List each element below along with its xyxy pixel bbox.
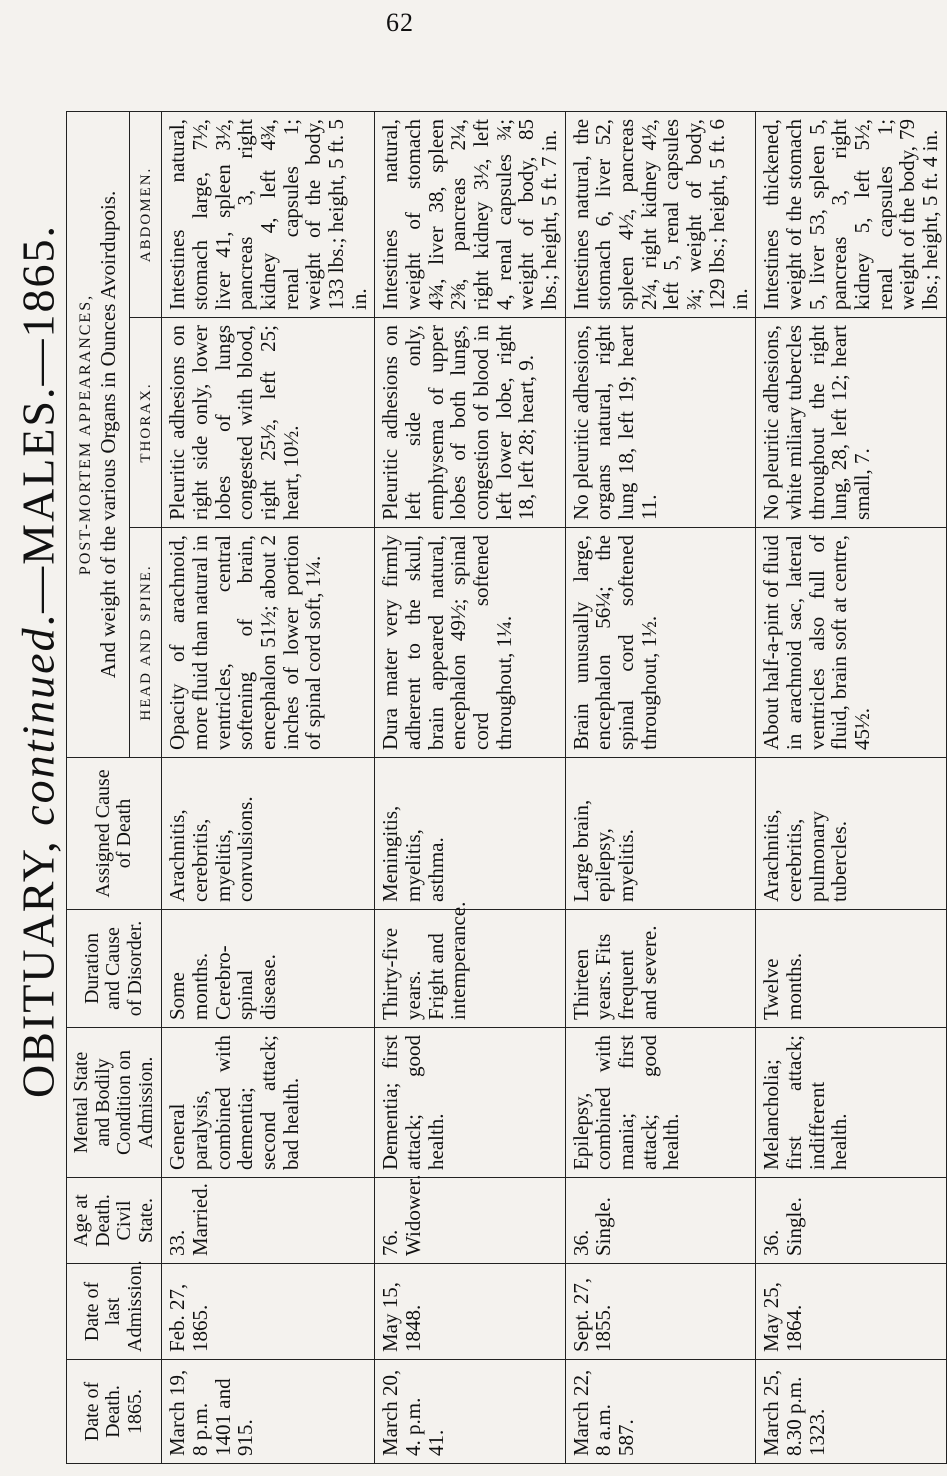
running-head-rest: .—MALES.—1865.: [12, 223, 64, 627]
cell-head-spine: Dura mater very firmly adherent to the skull, brain appeared natural, encephalon 49½; spinal cord softened throughout, 1¼.: [375, 528, 565, 758]
cell-date-death: March 25, 8.30 p.m. 1323.: [756, 1360, 946, 1464]
obituary-table: [66, 111, 947, 1464]
cell-abdomen: Intestines natural, the stomach 6, liver 52, spleen 4½, pancreas 2¼, right kidney 4½, left 5, renal capsules ¾; weight of body, 129 lbs.; height, 5 ft. 6 in.: [565, 111, 755, 317]
obituary-table-rotated: [66, 112, 942, 1464]
cell-age: 33. Married.: [162, 1178, 375, 1264]
header-assigned-cause: Assigned Cause of Death: [67, 758, 162, 910]
header-thorax: THORAX.: [130, 318, 162, 528]
cell-mental-state: General paralysis, combined with dementia; second attack; bad health.: [162, 1028, 375, 1178]
table-row: [756, 111, 946, 1463]
cell-assigned-cause: Arachnitis, cerebritis, pulmonary tubercles.: [756, 758, 946, 910]
header-age: Age at Death. Civil State.: [67, 1178, 162, 1264]
cell-date-death: March 20, 4. p.m. 41.: [375, 1360, 565, 1464]
cell-assigned-cause: Large brain, epilepsy, myelitis.: [565, 758, 755, 910]
cell-duration: Thirteen years. Fits frequent and severe.: [565, 910, 755, 1028]
cell-date-death: March 19, 8 p.m. 1401 and 915.: [162, 1360, 375, 1464]
header-duration: Duration and Cause of Disorder.: [67, 910, 162, 1028]
cell-duration: Thirty-five years. Fright and intemperance.: [375, 910, 565, 1028]
cell-date-admission: May 15, 1848.: [375, 1264, 565, 1360]
obituary-table-wrapper: [66, 112, 942, 1464]
header-date-admission: Date of last Admission.: [67, 1264, 162, 1360]
running-head-text: [12, 224, 65, 1098]
page-number: 62: [386, 8, 414, 37]
cell-head-spine: About half-a-pint of fluid in arachnoid sac, lateral ventricles also full of fluid, brain soft at centre, 45½.: [756, 528, 946, 758]
table-row: [565, 111, 755, 1463]
cell-duration: Some months. Cerebro-spinal disease.: [162, 910, 375, 1028]
header-post-mortem-group: [67, 111, 130, 757]
cell-duration: Twelve months.: [756, 910, 946, 1028]
running-head-continued: continued: [12, 626, 64, 826]
cell-age: 36. Single.: [565, 1178, 755, 1264]
running-head-title: OBITUARY,: [12, 839, 64, 1099]
header-row-1: [67, 111, 130, 1463]
cell-abdomen: Intestines natural, stomach large, 7½, liver 41, spleen 3½, pancreas 3, right kidney 4, left 4¾, renal capsules 1; weight of the body, 133 lbs.; height, 5 ft. 5 in.: [162, 111, 375, 317]
table-row: [375, 111, 565, 1463]
cell-age: 76. Widower.: [375, 1178, 565, 1264]
cell-mental-state: Dementia; first attack; good health.: [375, 1028, 565, 1178]
cell-abdomen: Intestines thickened, weight of the stomach 5, liver 53, spleen 5, pancreas 3, right kidney 5, left 5½, renal capsules 1; weight of the body, 79 lbs.; height, 5 ft. 4 in.: [756, 111, 946, 317]
cell-assigned-cause: Meningitis, myelitis, asthma.: [375, 758, 565, 910]
cell-date-death: March 22, 8 a.m. 587.: [565, 1360, 755, 1464]
header-abdomen: ABDOMEN.: [130, 111, 162, 317]
cell-date-admission: Feb. 27, 1865.: [162, 1264, 375, 1360]
table-row: [162, 111, 375, 1463]
cell-abdomen: Intestines natural, weight of stomach 4¾, liver 38, spleen 2⅜, pancreas 2¼, right kidney 3½, left 4, renal capsules ¾; weight of body, 85 lbs.; height, 5 ft. 7 in.: [375, 111, 565, 317]
post-mortem-subtitle: And weight of the various Organs in Ounces Avoirdupois.: [95, 190, 120, 679]
cell-mental-state: Melancholia; first attack; indifferent health.: [756, 1028, 946, 1178]
cell-assigned-cause: Arachnitis, cerebritis, myelitis, convulsions.: [162, 758, 375, 910]
header-mental-state: Mental State and Bodily Condition on Admission.: [67, 1028, 162, 1178]
cell-date-admission: Sept. 27, 1855.: [565, 1264, 755, 1360]
cell-mental-state: Epilepsy, combined with mania; first attack; good health.: [565, 1028, 755, 1178]
cell-age: 36. Single.: [756, 1178, 946, 1264]
cell-thorax: No pleuritic adhesions, white miliary tubercles throughout the right lung, 28, left 12; heart small, 7.: [756, 318, 946, 528]
cell-thorax: Pleuritic adhesions on right side only, lower lobes of lungs congested with blood, right 25½, left 25; heart, 10½.: [162, 318, 375, 528]
cell-date-admission: May 25, 1864.: [756, 1264, 946, 1360]
post-mortem-title: POST-MORTEM APPEARANCES,: [76, 293, 94, 576]
cell-thorax: No pleuritic adhesions, organs natural, right lung 18, left 19; heart 11.: [565, 318, 755, 528]
header-head-spine: HEAD AND SPINE.: [130, 528, 162, 758]
running-head: [8, 76, 68, 1246]
cell-head-spine: Brain unusually large, encephalon 56¼; the spinal cord softened throughout, 1½.: [565, 528, 755, 758]
cell-thorax: Pleuritic adhesions on left side only, emphysema of upper lobes of both lungs, congestion of blood in left lower lobe, right 18, left 28; heart, 9.: [375, 318, 565, 528]
cell-head-spine: Opacity of arachnoid, more fluid than natural in ventricles, central softening of brain, encephalon 51½; about 2 inches of lower portion of spinal cord soft, 1¼.: [162, 528, 375, 758]
header-date-death: Date of Death. 1865.: [67, 1360, 162, 1464]
